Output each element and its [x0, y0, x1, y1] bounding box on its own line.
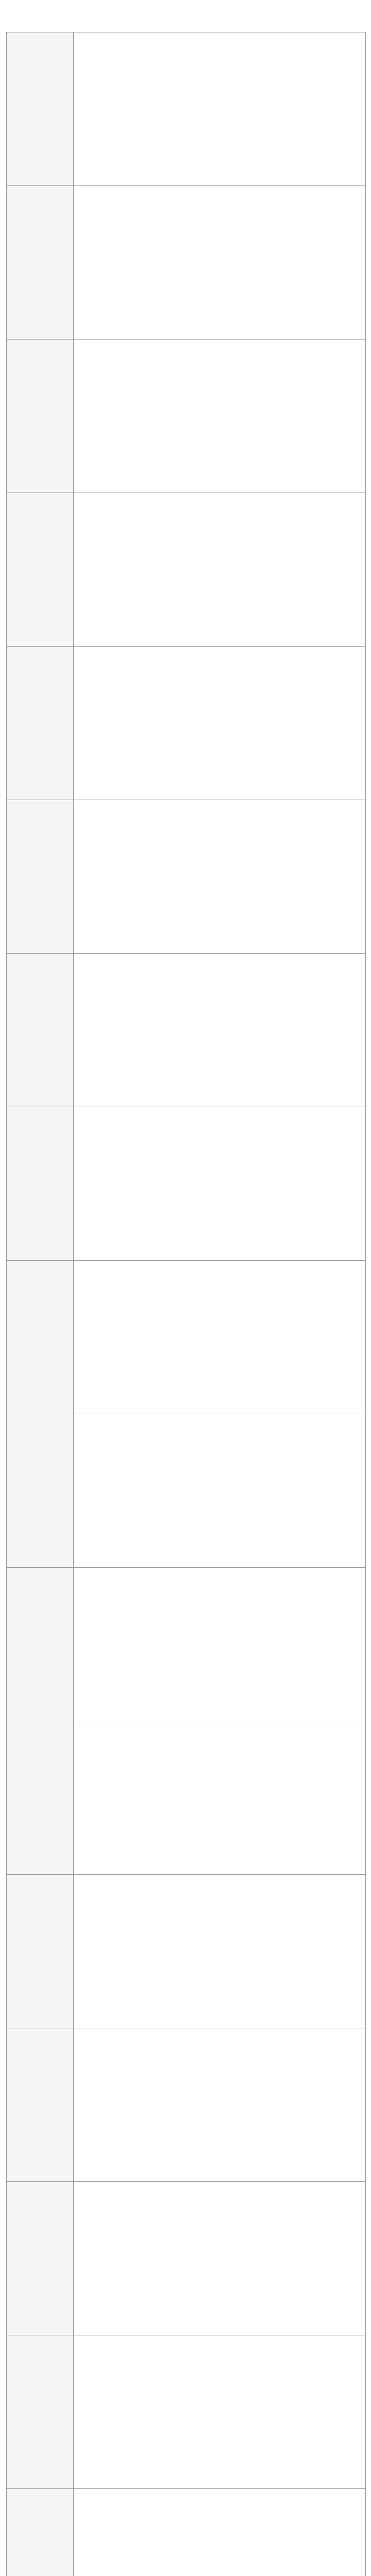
table-row: [7, 2489, 365, 2576]
row-label: [7, 954, 74, 1107]
row-label: [7, 647, 74, 800]
row-label: [7, 1414, 74, 1567]
row-label: [7, 1875, 74, 2028]
row-label: [7, 493, 74, 646]
row-label: [7, 186, 74, 339]
row-value: [74, 493, 365, 646]
table-row: [7, 340, 365, 493]
row-label: [7, 1107, 74, 1260]
row-value: [74, 2489, 365, 2576]
table-row: [7, 647, 365, 800]
row-label: [7, 2182, 74, 2335]
row-value: [74, 2182, 365, 2335]
table-row: [7, 1261, 365, 1414]
table-row: [7, 32, 365, 186]
row-value: [74, 1721, 365, 1874]
table-row: [7, 2335, 365, 2489]
row-value: [74, 1568, 365, 1721]
row-label: [7, 1721, 74, 1874]
row-value: [74, 2028, 365, 2181]
row-value: [74, 340, 365, 493]
row-value: [74, 1107, 365, 1260]
table-row: [7, 800, 365, 954]
row-label: [7, 800, 74, 953]
table-row: [7, 954, 365, 1107]
table-row: [7, 1721, 365, 1875]
row-label: [7, 1568, 74, 1721]
row-value: [74, 800, 365, 953]
table-row: [7, 1107, 365, 1261]
table-row: [7, 493, 365, 647]
row-value: [74, 954, 365, 1107]
row-label: [7, 32, 74, 185]
page-subtitle: [0, 19, 371, 29]
row-value: [74, 186, 365, 339]
row-value: [74, 647, 365, 800]
page-title: [0, 0, 371, 19]
table-row: [7, 1568, 365, 1721]
row-value: [74, 1875, 365, 2028]
details-table: [6, 32, 366, 2576]
row-value: [74, 1414, 365, 1567]
row-label: [7, 1261, 74, 1414]
row-value: [74, 2335, 365, 2488]
table-row: [7, 2182, 365, 2335]
table-row: [7, 186, 365, 340]
row-label: [7, 2489, 74, 2576]
row-value: [74, 32, 365, 185]
row-label: [7, 340, 74, 493]
row-label: [7, 2335, 74, 2488]
row-label: [7, 2028, 74, 2181]
row-value: [74, 1261, 365, 1414]
table-row: [7, 1875, 365, 2028]
table-row: [7, 1414, 365, 1568]
table-row: [7, 2028, 365, 2182]
